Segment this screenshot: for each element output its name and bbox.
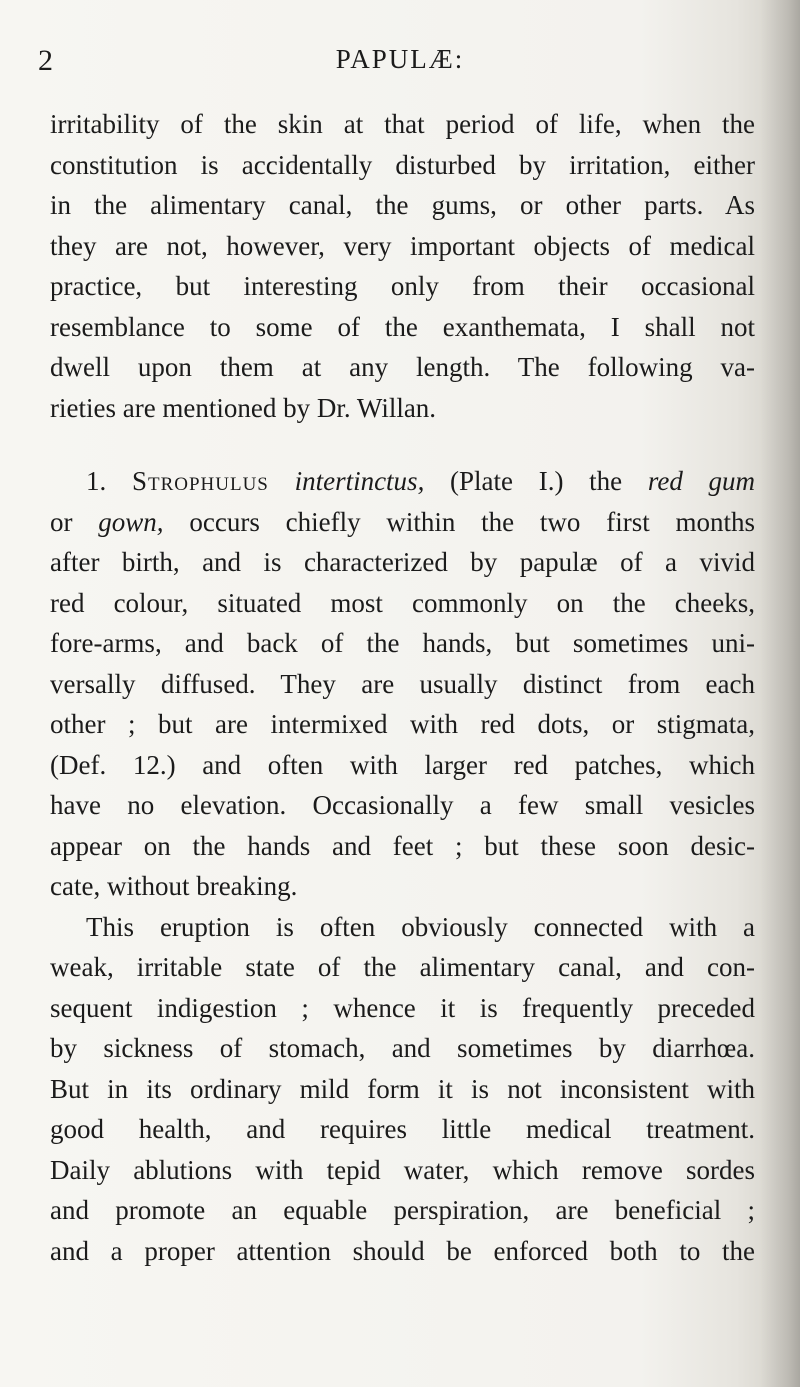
text-line: rieties are mentioned by Dr. Willan.	[50, 392, 437, 423]
page-header	[0, 36, 800, 86]
text-line: constitution is accidentally disturbed by irritation, either	[50, 149, 755, 180]
text-segment: or	[50, 506, 73, 537]
text-line: they are not, however, very important objects of medical	[50, 230, 755, 261]
text-line: This eruption is often obviously connected with a	[86, 911, 755, 942]
text-line: good health, and requires little medical treatment.	[50, 1114, 755, 1144]
common-name: red gum	[647, 466, 756, 496]
text-line	[50, 502, 755, 543]
paragraph-1	[50, 104, 755, 428]
text-line: versally diffused. They are usually distinct from each	[50, 668, 755, 699]
text-line: But in its ordinary mild form it is not inconsistent with	[50, 1073, 755, 1104]
text-line: and a proper attention should be enforced both to the	[50, 1235, 755, 1266]
species-name: intertinctus,	[294, 466, 425, 496]
running-title: PAPULÆ:	[335, 44, 465, 74]
text-line: appear on the hands and feet ; but these soon desic-	[50, 830, 755, 861]
text-line: cate, without breaking.	[50, 871, 298, 901]
text-line: other ; but are intermixed with red dots, or stigmata,	[50, 709, 755, 739]
text-line: have no elevation. Occasionally a few small vesicles	[50, 790, 755, 820]
paragraph-spacer	[50, 428, 755, 461]
alternate-name: gown,	[98, 506, 164, 537]
text-line: red colour, situated most commonly on the cheeks,	[50, 587, 755, 618]
text-line: Daily ablutions with tepid water, which remove sordes	[50, 1154, 755, 1185]
text-line: weak, irritable state of the alimentary canal, and con-	[50, 952, 755, 982]
plate-reference: (Plate I.) the	[450, 466, 623, 496]
page-edge-shadow	[760, 0, 800, 1387]
entry-number: 1.	[86, 466, 107, 496]
text-line: (Def. 12.) and often with larger red patches, which	[50, 749, 755, 780]
text-line: in the alimentary canal, the gums, or other parts. As	[50, 190, 755, 220]
paragraph-2	[50, 461, 755, 907]
text-line: and promote an equable perspiration, are beneficial ;	[50, 1195, 755, 1225]
body-text	[50, 104, 755, 1271]
text-line: practice, but interesting only from their occasional	[50, 271, 755, 301]
text-line: after birth, and is characterized by papulæ of a vivid	[50, 547, 755, 577]
text-line: sequent indigestion ; whence it is frequently preceded	[50, 992, 755, 1023]
text-line: dwell upon them at any length. The following va-	[50, 352, 755, 382]
genus-name: Strophulus	[131, 466, 269, 496]
text-line: resemblance to some of the exanthemata, I shall not	[50, 311, 755, 342]
text-line: irritability of the skin at that period of life, when the	[50, 109, 755, 139]
text-line: by sickness of stomach, and sometimes by diarrhœa.	[50, 1033, 755, 1063]
text-segment: occurs chiefly within the two first months	[189, 506, 756, 537]
page-number: 2	[38, 44, 53, 77]
text-line: fore-arms, and back of the hands, but sometimes uni-	[50, 628, 755, 658]
entry-heading-line	[50, 461, 755, 502]
paragraph-3	[50, 907, 755, 1272]
